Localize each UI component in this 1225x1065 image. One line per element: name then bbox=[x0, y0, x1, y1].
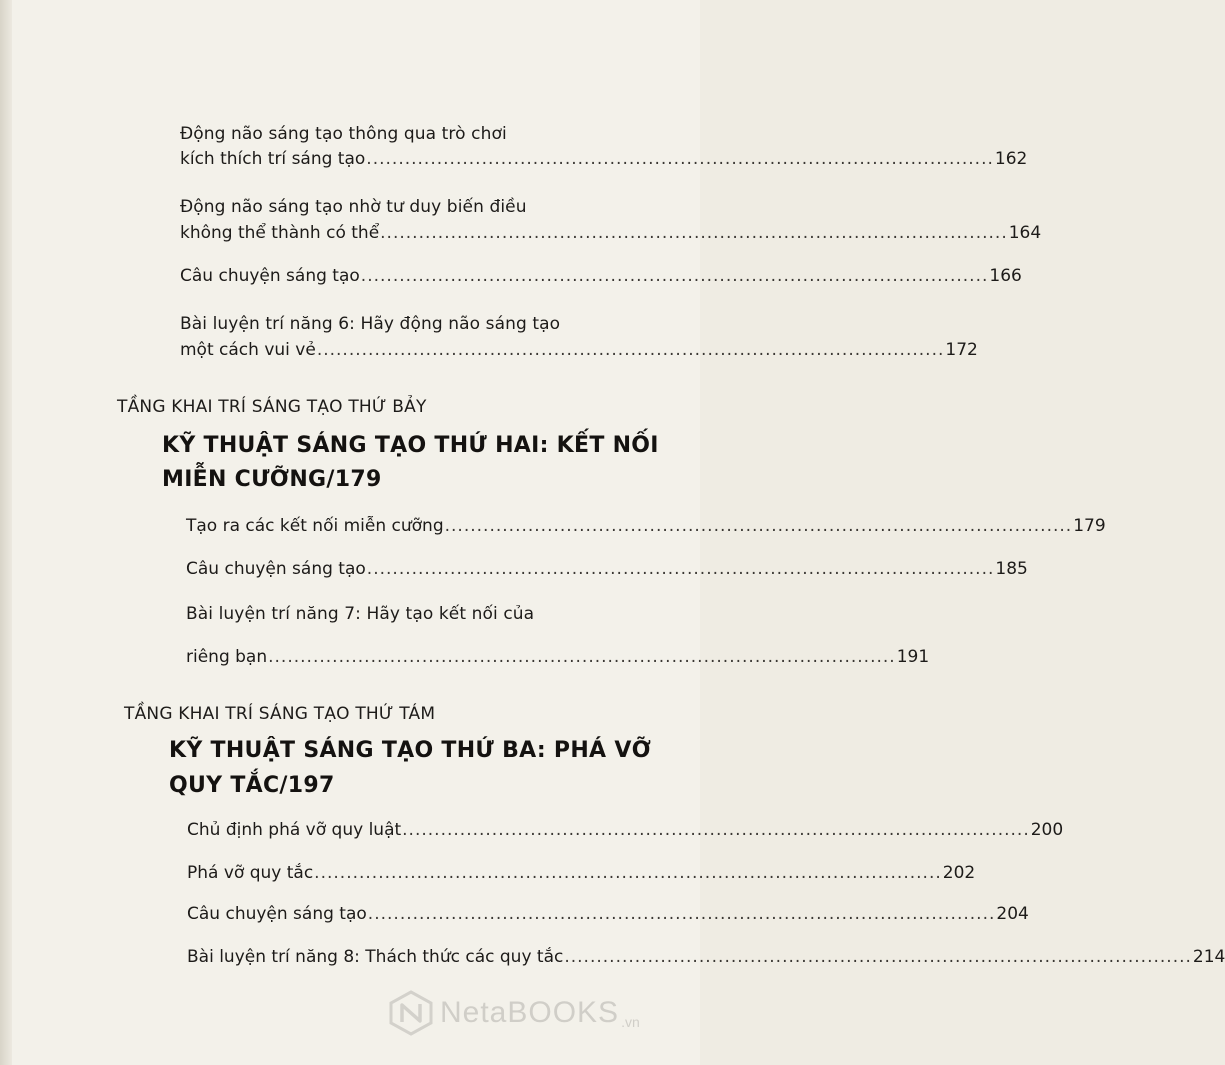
toc-entry-line[interactable] bbox=[180, 148, 1028, 170]
toc-entry-text: Phá vỡ quy tắc bbox=[187, 863, 314, 883]
page-number: 202 bbox=[942, 863, 976, 883]
watermark-suffix: .vn bbox=[621, 1014, 640, 1030]
toc-entry-line[interactable] bbox=[186, 646, 930, 668]
page-number: 214 bbox=[1192, 947, 1225, 967]
dot-leader: .................................................................................................. bbox=[380, 223, 1008, 243]
toc-entry-text: Bài luyện trí năng 8: Thách thức các quy tắc bbox=[187, 947, 564, 967]
page-number: 200 bbox=[1030, 820, 1064, 840]
toc-entry-text: kích thích trí sáng tạo bbox=[180, 149, 366, 169]
toc-entry-text: Tạo ra các kết nối miễn cưỡng bbox=[186, 516, 444, 536]
dot-leader: .................................................................................................. bbox=[444, 516, 1073, 536]
dot-leader: .................................................................................................. bbox=[402, 820, 1030, 840]
dot-leader: .................................................................................................. bbox=[316, 340, 945, 360]
book-page bbox=[12, 0, 1225, 1065]
page-number: 162 bbox=[994, 149, 1028, 169]
dot-leader: .................................................................................................. bbox=[366, 559, 995, 579]
tier-heading: TẦNG KHAI TRÍ SÁNG TẠO THỨ TÁM bbox=[124, 704, 436, 724]
page-number: 191 bbox=[896, 647, 930, 667]
chapter-title[interactable]: KỸ THUẬT SÁNG TẠO THỨ BA: PHÁ VỠ bbox=[169, 738, 652, 763]
toc-entry-text: Câu chuyện sáng tạo bbox=[180, 266, 360, 286]
toc-entry-line[interactable] bbox=[187, 862, 976, 884]
toc-entry-line[interactable] bbox=[187, 946, 1225, 968]
netabooks-logo-icon bbox=[388, 990, 434, 1036]
chapter-title[interactable]: MIỄN CƯỠNG/179 bbox=[162, 467, 382, 492]
page-number: 166 bbox=[989, 266, 1022, 286]
toc-entry-text: Bài luyện trí năng 7: Hãy tạo kết nối của bbox=[186, 604, 535, 624]
toc-entry-line[interactable] bbox=[180, 222, 1042, 244]
page-number: 164 bbox=[1008, 223, 1042, 243]
toc-entry-line[interactable] bbox=[187, 819, 1064, 841]
toc-entry-text: Động não sáng tạo nhờ tư duy biến điều bbox=[180, 197, 527, 217]
toc-entry-line[interactable] bbox=[180, 339, 978, 361]
toc-entry-text: không thể thành có thể bbox=[180, 223, 380, 243]
toc-entry-line[interactable] bbox=[180, 265, 1022, 287]
page-number: 172 bbox=[945, 340, 978, 360]
dot-leader: .................................................................................................. bbox=[314, 863, 942, 883]
dot-leader: .................................................................................................. bbox=[268, 647, 896, 667]
tier-heading: TẦNG KHAI TRÍ SÁNG TẠO THỨ BẢY bbox=[117, 397, 427, 417]
page-number: 204 bbox=[996, 904, 1029, 924]
watermark-brand: NetaBOOKS bbox=[440, 996, 620, 1029]
toc-entry-text: một cách vui vẻ bbox=[180, 340, 316, 360]
page-gutter bbox=[0, 0, 12, 1065]
toc-entry-text: riêng bạn bbox=[186, 647, 268, 667]
toc-entry-line[interactable] bbox=[186, 515, 1106, 537]
toc-entry-text: Câu chuyện sáng tạo bbox=[186, 559, 366, 579]
dot-leader: .................................................................................................. bbox=[360, 266, 989, 286]
toc-entry-text: Bài luyện trí năng 6: Hãy động não sáng tạo bbox=[180, 314, 561, 334]
chapter-title[interactable]: QUY TẮC/197 bbox=[169, 773, 335, 798]
toc-entry-text: Động não sáng tạo thông qua trò chơi bbox=[180, 124, 507, 144]
chapter-title[interactable]: KỸ THUẬT SÁNG TẠO THỨ HAI: KẾT NỐI bbox=[162, 433, 659, 458]
toc-entry-line[interactable] bbox=[187, 903, 1029, 925]
dot-leader: .................................................................................................. bbox=[564, 947, 1192, 967]
toc-entry-line[interactable] bbox=[186, 558, 1028, 580]
page-number: 179 bbox=[1073, 516, 1106, 536]
dot-leader: .................................................................................................. bbox=[366, 149, 994, 169]
watermark bbox=[388, 990, 640, 1036]
toc-entry-text: Chủ định phá vỡ quy luật bbox=[187, 820, 402, 840]
page-number: 185 bbox=[995, 559, 1028, 579]
dot-leader: .................................................................................................. bbox=[367, 904, 996, 924]
toc-entry-text: Câu chuyện sáng tạo bbox=[187, 904, 367, 924]
